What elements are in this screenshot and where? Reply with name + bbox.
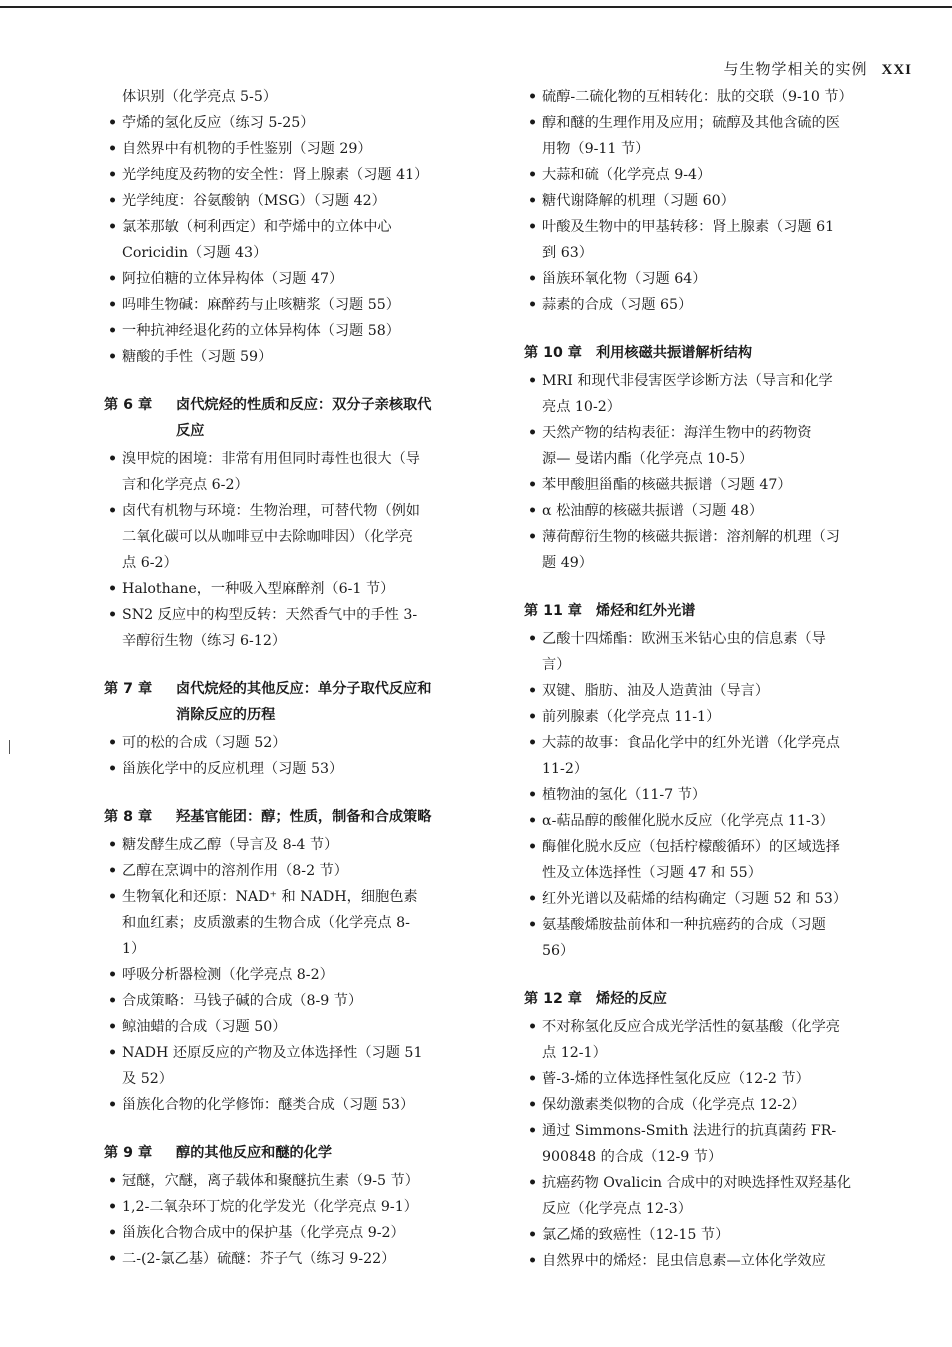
list-item xyxy=(104,498,504,576)
list-item-line: • 乙酸十四烯酯：欧洲玉米钻心虫的信息素（导 xyxy=(542,631,826,647)
chapter-heading-11 xyxy=(524,598,916,624)
list-item-line: • 不对称氢化反应合成光学活性的氨基酸（化学亮 xyxy=(542,1019,840,1035)
list-item: • 氯乙烯的致癌性（12-15 节） xyxy=(524,1222,916,1248)
chapter-number: 第 7 章 xyxy=(104,681,153,697)
list-item-continuation: 体识别（化学亮点 5-5） xyxy=(122,89,278,105)
chapter-title-cont: 反应 xyxy=(176,423,205,439)
list-item-line: • 通过 Simmons-Smith 法进行的抗真菌药 FR- xyxy=(542,1123,837,1139)
list-item: • 蒜素的合成（习题 65） xyxy=(524,292,916,318)
list-item: • 光学纯度：谷氨酸钠（MSG）（习题 42） xyxy=(104,188,504,214)
list-item: • 糖发酵生成乙醇（导言及 8-4 节） xyxy=(104,832,504,858)
list-item-line: 900848 的合成（12-9 节） xyxy=(542,1149,723,1165)
chapter-title: 羟基官能团：醇；性质，制备和合成策略 xyxy=(176,809,432,825)
list-item-line: 反应（化学亮点 12-3） xyxy=(542,1201,692,1217)
list-item-line: 1） xyxy=(122,941,146,957)
top-rule xyxy=(0,6,952,8)
list-item-line: • 溴甲烷的困境：非常有用但同时毒性也很大（导 xyxy=(122,451,420,467)
chapter-title: 烯烃的反应 xyxy=(596,991,667,1007)
chapter-heading-6 xyxy=(104,392,504,444)
list-item: • 糖酸的手性（习题 59） xyxy=(104,344,504,370)
chapter-number: 第 12 章 xyxy=(524,991,582,1007)
running-head xyxy=(723,58,912,79)
list-item xyxy=(524,368,916,420)
list-item-line: 言） xyxy=(542,657,571,673)
list-item-line: 言和化学亮点 6-2） xyxy=(122,477,249,493)
list-item xyxy=(524,1014,916,1066)
chapter-number: 第 10 章 xyxy=(524,345,582,361)
list-item-line: 亮点 10-2） xyxy=(542,399,621,415)
list-item-line: 和血红素；皮质激素的生物合成（化学亮点 8- xyxy=(122,915,410,931)
list-item: • 吗啡生物碱：麻醉药与止咳糖浆（习题 55） xyxy=(104,292,504,318)
list-item-line: 点 6-2） xyxy=(122,555,178,571)
list-item xyxy=(524,524,916,576)
list-item: • 阿拉伯糖的立体异构体（习题 47） xyxy=(104,266,504,292)
chapter-number: 第 11 章 xyxy=(524,603,582,619)
list-item xyxy=(104,214,504,266)
list-item-line: 用物（9-11 节） xyxy=(542,141,650,157)
list-item: • 自然界中有机物的手性鉴别（习题 29） xyxy=(104,136,504,162)
list-item: • 甾族化合物的化学修饰：醚类合成（习题 53） xyxy=(104,1092,504,1118)
list-item-line: • 大蒜的故事：食品化学中的红外光谱（化学亮点 xyxy=(542,735,840,751)
chapter-heading-9 xyxy=(104,1140,504,1166)
chapter-title: 卤代烷烃的其他反应：单分子取代反应和 xyxy=(176,681,432,697)
list-item-line: 源— 曼诺内酯（化学亮点 10-5） xyxy=(542,451,754,467)
list-item: • 前列腺素（化学亮点 11-1） xyxy=(524,704,916,730)
chapter-number: 第 9 章 xyxy=(104,1145,153,1161)
list-item xyxy=(524,834,916,886)
list-item-line: • 醇和醚的生理作用及应用；硫醇及其他含硫的医 xyxy=(542,115,840,131)
right-column xyxy=(524,84,916,1274)
list-item: • 光学纯度及药物的安全性：肾上腺素（习题 41） xyxy=(104,162,504,188)
chapter-title: 卤代烷烃的性质和反应：双分子亲核取代 xyxy=(176,397,432,413)
list-item-line: • 薄荷醇衍生物的核磁共振谱：溶剂解的机理（习 xyxy=(542,529,840,545)
list-item xyxy=(524,912,916,964)
list-item: • Halothane，一种吸入型麻醉剂（6-1 节） xyxy=(104,576,504,602)
list-item-line: • 酶催化脱水反应（包括柠檬酸循环）的区域选择 xyxy=(542,839,840,855)
list-item-line: • 抗癌药物 Ovalicin 合成中的对映选择性双羟基化 xyxy=(542,1175,852,1191)
list-item-line: Coricidin（习题 43） xyxy=(122,245,268,261)
list-item: • 苯甲酸胆甾酯的核磁共振谱（习题 47） xyxy=(524,472,916,498)
list-item-line: 性及立体选择性（习题 47 和 55） xyxy=(542,865,762,881)
list-item-line: 题 49） xyxy=(542,555,593,571)
list-item-line: • 氯苯那敏（柯利西定）和苧烯中的立体中心 xyxy=(122,219,392,235)
list-item: • 糖代谢降解的机理（习题 60） xyxy=(524,188,916,214)
page-number: XXI xyxy=(881,62,912,78)
list-item: • 甾族化合物合成中的保护基（化学亮点 9-2） xyxy=(104,1220,504,1246)
list-item: • 植物油的氢化（11-7 节） xyxy=(524,782,916,808)
list-item xyxy=(524,214,916,266)
list-item xyxy=(524,1118,916,1170)
chapter-number: 第 8 章 xyxy=(104,809,153,825)
list-item: • 大蒜和硫（化学亮点 9-4） xyxy=(524,162,916,188)
chapter-title: 烯烃和红外光谱 xyxy=(596,603,696,619)
list-item xyxy=(524,1170,916,1222)
list-item-line: • 叶酸及生物中的甲基转移：肾上腺素（习题 61 xyxy=(542,219,835,235)
list-item-line: • SN2 反应中的构型反转：天然香气中的手性 3- xyxy=(122,607,418,623)
list-item-line: • 卤代有机物与环境：生物治理，可替代物（例如 xyxy=(122,503,420,519)
list-item: • 自然界中的烯烃：昆虫信息素—立体化学效应 xyxy=(524,1248,916,1274)
list-item: • 一种抗神经退化药的立体异构体（习题 58） xyxy=(104,318,504,344)
left-column xyxy=(104,84,504,1272)
list-item: • 合成策略：马钱子碱的合成（8-9 节） xyxy=(104,988,504,1014)
chapter-title: 利用核磁共振谱解析结构 xyxy=(596,345,753,361)
list-item-line: 56） xyxy=(542,943,575,959)
list-item: • 鲸油蜡的合成（习题 50） xyxy=(104,1014,504,1040)
margin-mark xyxy=(9,740,10,754)
list-item-line: • 天然产物的结构表征：海洋生物中的药物资 xyxy=(542,425,812,441)
list-item-line: 到 63） xyxy=(542,245,593,261)
list-item xyxy=(104,602,504,654)
chapter-heading-10 xyxy=(524,340,916,366)
chapter-heading-7 xyxy=(104,676,504,728)
list-item: • 甾族化学中的反应机理（习题 53） xyxy=(104,756,504,782)
list-item: • 甾族环氧化物（习题 64） xyxy=(524,266,916,292)
list-item: • 双键、脂肪、油及人造黄油（导言） xyxy=(524,678,916,704)
list-item-line: • 生物氧化和还原：NAD⁺ 和 NADH，细胞色素 xyxy=(122,889,418,905)
list-item: • α 松油醇的核磁共振谱（习题 48） xyxy=(524,498,916,524)
list-item: • 保幼激素类似物的合成（化学亮点 12-2） xyxy=(524,1092,916,1118)
list-item: • 呼吸分析器检测（化学亮点 8-2） xyxy=(104,962,504,988)
list-item-line: 及 52） xyxy=(122,1071,173,1087)
list-item xyxy=(524,110,916,162)
chapter-title-cont: 消除反应的历程 xyxy=(176,707,276,723)
list-item xyxy=(104,446,504,498)
list-item xyxy=(524,626,916,678)
list-item: • 乙醇在烹调中的溶剂作用（8-2 节） xyxy=(104,858,504,884)
list-item: • 可的松的合成（习题 52） xyxy=(104,730,504,756)
list-item xyxy=(104,884,504,962)
list-item: • 苧烯的氢化反应（练习 5-25） xyxy=(104,110,504,136)
list-item-line: 二氧化碳可以从咖啡豆中去除咖啡因）（化学亮 xyxy=(122,529,413,545)
list-item xyxy=(524,420,916,472)
chapter-heading-12 xyxy=(524,986,916,1012)
list-item-line: 11-2） xyxy=(542,761,589,777)
list-item: • 冠醚，穴醚，离子载体和聚醚抗生素（9-5 节） xyxy=(104,1168,504,1194)
list-item-line: 辛醇衍生物（练习 6-12） xyxy=(122,633,287,649)
list-item-line: 点 12-1） xyxy=(542,1045,607,1061)
list-item: • 硫醇-二硫化物的互相转化：肽的交联（9-10 节） xyxy=(524,84,916,110)
chapter-heading-8 xyxy=(104,804,504,830)
list-item-line: • NADH 还原反应的产物及立体选择性（习题 51 xyxy=(122,1045,423,1061)
chapter-number: 第 6 章 xyxy=(104,397,153,413)
running-title: 与生物学相关的实例 xyxy=(723,60,868,78)
chapter-title: 醇的其他反应和醚的化学 xyxy=(176,1145,333,1161)
list-item: • 红外光谱以及萜烯的结构确定（习题 52 和 53） xyxy=(524,886,916,912)
list-item: • 二-(2-氯乙基）硫醚：芥子气（练习 9-22） xyxy=(104,1246,504,1272)
list-item-line: • 氨基酸烯胺盐前体和一种抗癌药的合成（习题 xyxy=(542,917,826,933)
list-item: • α-萜品醇的酸催化脱水反应（化学亮点 11-3） xyxy=(524,808,916,834)
list-item-line: • MRI 和现代非侵害医学诊断方法（导言和化学 xyxy=(542,373,833,389)
list-item: • 蒈-3-烯的立体选择性氢化反应（12-2 节） xyxy=(524,1066,916,1092)
list-item: • 1,2-二氧杂环丁烷的化学发光（化学亮点 9-1） xyxy=(104,1194,504,1220)
list-item xyxy=(104,1040,504,1092)
list-item xyxy=(524,730,916,782)
